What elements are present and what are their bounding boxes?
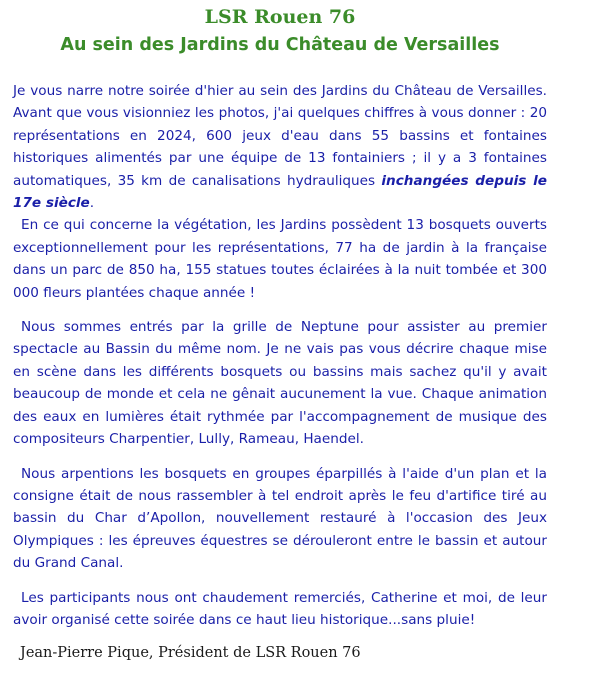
paragraph-figures [13,80,547,214]
emphasis-text: inchangées depuis le 17e siècle [13,172,547,212]
paragraph-figures-text: Je vous narre notre soirée d'hier au sein des Jardins du Château de Versailles. Avant que vous visionniez les photos, j'ai quelques chiffres à vous donner : 20 représentations en 2024, 600 jeux d'eau dans 55 bassins et fontaines historiques alimentés par une équipe de 13 fontainiers ; il y a 3 fontaines automatiques, 35 km de canalisations hydrauliques [13,83,547,189]
paragraph-bosquets: Nous arpentions les bosquets en groupes éparpillés à l'aide d'un plan et la consigne était de nous rassembler à tel endroit après le feu d'artifice tiré au bassin du Char d’Apollon, nouvellement restauré à l'occasion des Jeux Olympiques : les épreuves équestres se dérouleront entre le bassin et autour du Grand Canal. [13,465,547,572]
paragraph-figures-end: . [89,195,95,212]
signature: Jean-Pierre Pique, Président de LSR Rouen 76 [20,645,361,661]
paragraph-vegetation: En ce qui concerne la végétation, les Jardins possèdent 13 bosquets ouverts exceptionnellement pour les représentations, 77 ha de jardin à la française dans un parc de 850 ha, 155 statues toutes éclairées à la nuit tombée et 300 000 fleurs plantées chaque année ! [13,217,547,301]
event-title: Au sein des Jardins du Château de Versailles [60,35,500,55]
org-title: LSR Rouen 76 [204,6,356,28]
paragraph-neptune: Nous sommes entrés par la grille de Neptune pour assister au premier spectacle au Bassin du même nom. Je ne vais pas vous décrire chaque mise en scène dans les différents bosquets ou bassins mais sachez qu'il y avait beaucoup de monde et cela ne gênait aucunement la vue. Chaque animation des eaux en lumières était rythmée par l'accompagnement de musique des compositeurs Charpentier, Lully, Rameau, Haendel. [13,319,547,448]
paragraph-thanks: Les participants nous ont chaudement remerciés, Catherine et moi, de leur avoir organisé cette soirée dans ce haut lieu historique...sans pluie! [13,589,547,628]
article-body [13,80,547,631]
